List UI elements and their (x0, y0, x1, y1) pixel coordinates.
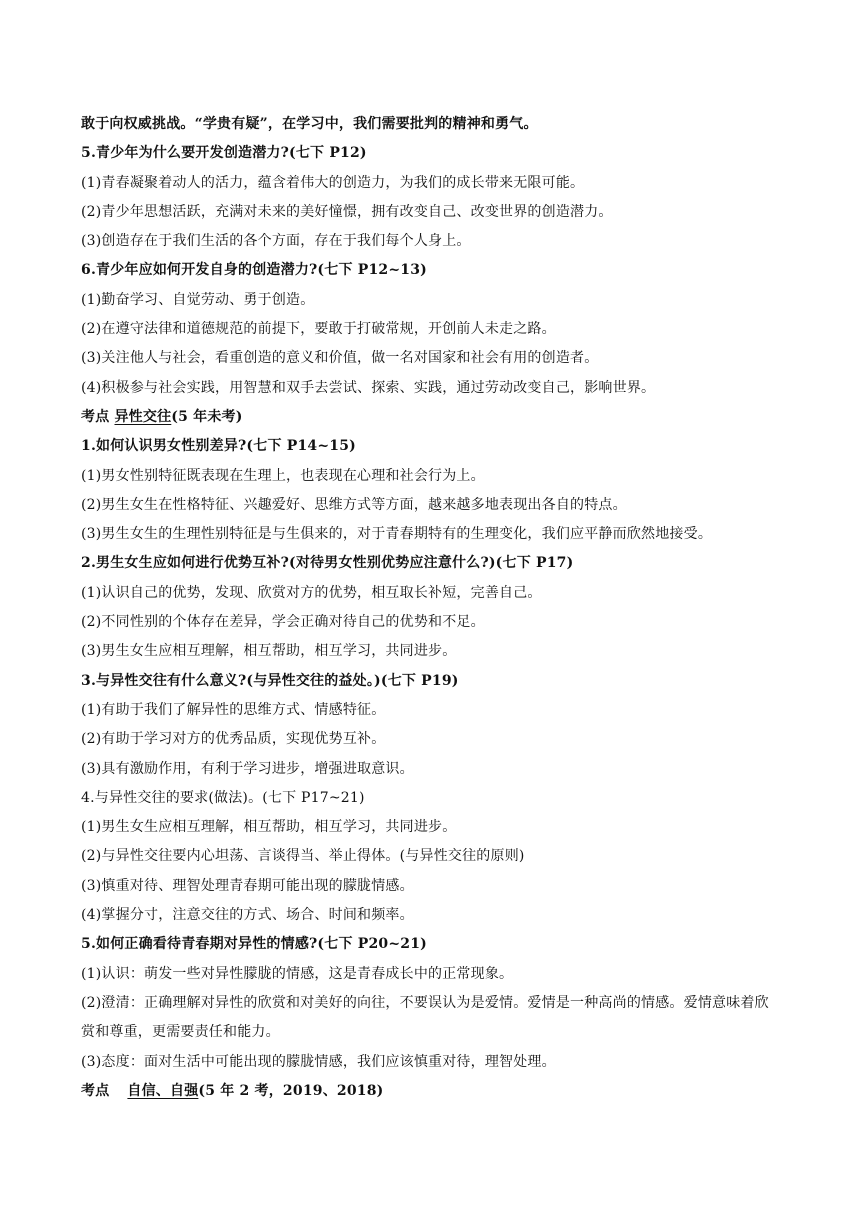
answer-line: (1)青春凝聚着动人的活力，蕴含着伟大的创造力，为我们的成长带来无限可能。 (81, 174, 585, 191)
kaodian-prefix: 考点 (81, 1082, 110, 1099)
answer-line: (2)在遵守法律和道德规范的前提下，要敢于打破常规，开创前人未走之路。 (81, 321, 556, 338)
kaodian-note: (5 年未考) (171, 408, 243, 425)
question-heading: 2.男生女生应如何进行优势互补?(对待男女性别优势应注意什么?)(七下 P17) (81, 555, 574, 572)
answer-line: (3)男生女生应相互理解，相互帮助，相互学习，共同进步。 (81, 643, 457, 660)
text-line: 敢于向权威挑战。“学贵有疑”，在学习中，我们需要批判的精神和勇气。 (81, 116, 538, 132)
question-heading: 6.青少年应如何开发自身的创造潜力?(七下 P12~13) (81, 262, 427, 279)
answer-line: (4)积极参与社会实践，用智慧和双手去尝试、探索、实践，通过劳动改变自己，影响世界。 (81, 379, 656, 396)
document-body (81, 110, 781, 1106)
section-heading-kaodian (81, 1077, 781, 1106)
answer-line: (2)男生女生在性格特征、兴趣爱好、思维方式等方面，越来越多地表现出各自的特点。 (81, 496, 627, 513)
answer-line: (3)创造存在于我们生活的各个方面，存在于我们每个人身上。 (81, 233, 471, 250)
answer-line: (1)勤奋学习、自觉劳动、勇于创造。 (81, 291, 315, 308)
answer-line: (1)有助于我们了解异性的思维方式、情感特征。 (81, 701, 386, 718)
answer-line: (3)态度：面对生活中可能出现的朦胧情感，我们应该慎重对待，理智处理。 (81, 1053, 556, 1070)
answer-line: (4)掌握分寸，注意交往的方式、场合、时间和频率。 (81, 907, 414, 924)
answer-paragraph: (2)澄清：正确理解对异性的欣赏和对美好的向往，不要误认为是爱情。爱情是一种高尚的情感。爱情意味着欣赏和尊重，更需要责任和能力。 (81, 994, 769, 1041)
kaodian-topic: 异性交往 (114, 408, 172, 425)
question-heading: 5.青少年为什么要开发创造潜力?(七下 P12) (81, 145, 367, 162)
answer-line: (2)青少年思想活跃，充满对未来的美好憧憬，拥有改变自己、改变世界的创造潜力。 (81, 203, 613, 220)
answer-line: (3)关注他人与社会，看重创造的意义和价值，做一名对国家和社会有用的创造者。 (81, 350, 599, 367)
answer-line: (2)有助于学习对方的优秀品质，实现优势互补。 (81, 731, 386, 748)
kaodian-note: (5 年 2 考，2019、2018) (198, 1082, 384, 1099)
question-heading: 5.如何正确看待青春期对异性的情感?(七下 P20~21) (81, 936, 427, 953)
answer-line: (2)与异性交往要内心坦荡、言谈得当、举止得体。(与异性交往的原则) (81, 848, 525, 865)
kaodian-prefix: 考点 (81, 408, 110, 425)
answer-line: (3)慎重对待、理智处理青春期可能出现的朦胧情感。 (81, 877, 414, 894)
section-heading-kaodian (81, 403, 781, 432)
question-heading: 4.与异性交往的要求(做法)。(七下 P17~21) (81, 789, 365, 806)
answer-line: (2)不同性别的个体存在差异，学会正确对待自己的优势和不足。 (81, 614, 485, 631)
answer-line: (1)认识：萌发一些对异性朦胧的情感，这是青春成长中的正常现象。 (81, 965, 514, 982)
answer-line: (3)男生女生的生理性别特征是与生俱来的，对于青春期特有的生理变化，我们应平静而欣然地接受。 (81, 526, 713, 543)
kaodian-topic: 自信、自强 (127, 1082, 199, 1099)
answer-line: (1)认识自己的优势，发现、欣赏对方的优势，相互取长补短，完善自己。 (81, 584, 542, 601)
answer-line: (1)男生女生应相互理解，相互帮助，相互学习，共同进步。 (81, 819, 457, 836)
question-heading: 3.与异性交往有什么意义?(与异性交往的益处。)(七下 P19) (81, 672, 459, 689)
question-heading: 1.如何认识男女性别差异?(七下 P14~15) (81, 438, 356, 455)
answer-line: (1)男女性别特征既表现在生理上，也表现在心理和社会行为上。 (81, 467, 485, 484)
answer-line: (3)具有激励作用，有利于学习进步，增强进取意识。 (81, 760, 414, 777)
